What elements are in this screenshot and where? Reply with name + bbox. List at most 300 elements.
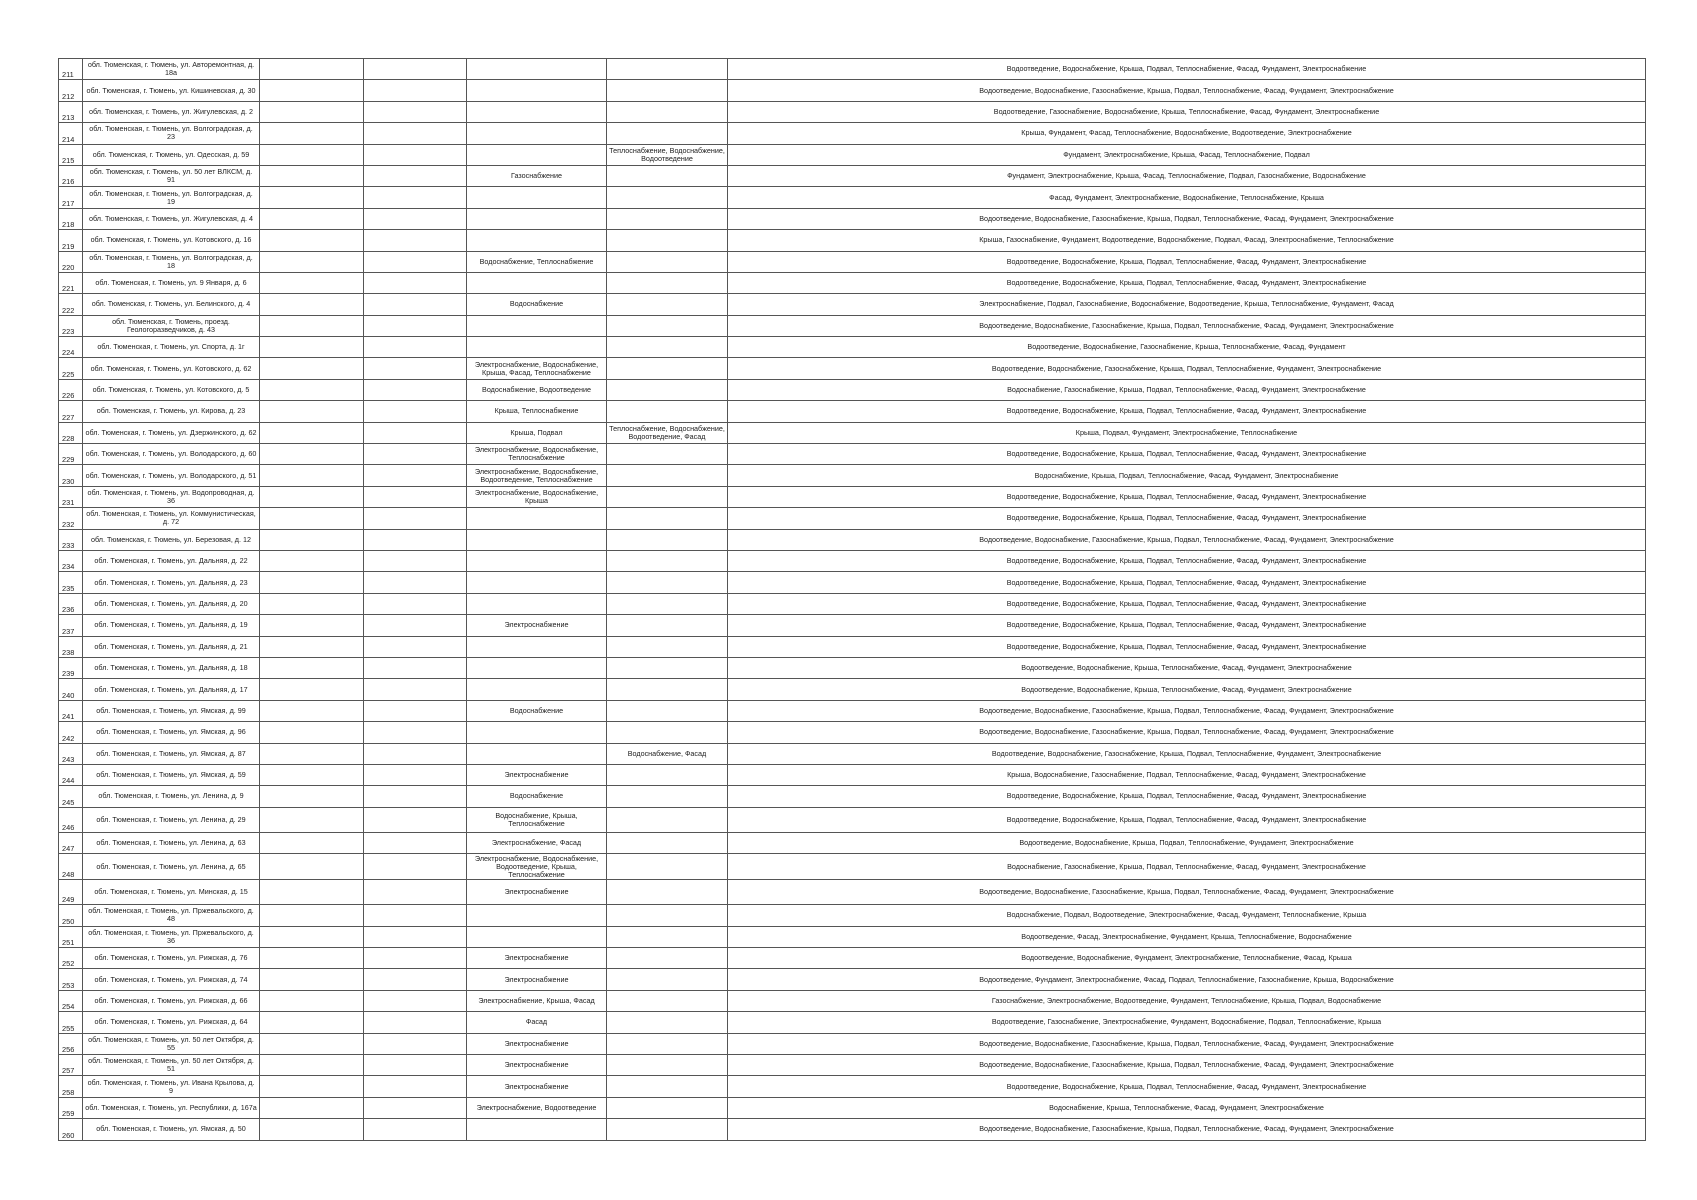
table-row (59, 422, 1646, 443)
address-cell: обл. Тюменская, г. Тюмень, ул. Спорта, д. 1г (83, 337, 260, 358)
row-number: 250 (59, 905, 83, 926)
column-3-cell (364, 743, 467, 764)
empty-cell (260, 786, 364, 807)
empty-cell (260, 80, 364, 101)
row-number: 240 (59, 679, 83, 700)
table-row (59, 990, 1646, 1011)
column-5-cell (607, 1076, 728, 1097)
table-row (59, 764, 1646, 785)
works-cell: Газоснабжение, Электроснабжение, Водоотведение, Фундамент, Теплоснабжение, Крыша, Подвал, Водоснабжение (728, 990, 1646, 1011)
works-cell: Электроснабжение, Подвал, Газоснабжение, Водоснабжение, Водоотведение, Крыша, Теплоснабжение, Фундамент, Фасад (728, 294, 1646, 315)
row-number: 255 (59, 1012, 83, 1033)
column-4-cell: Электроснабжение, Водоснабжение, Водоотведение, Крыша, Теплоснабжение (467, 854, 607, 879)
row-number: 235 (59, 572, 83, 593)
column-4-cell (467, 905, 607, 926)
address-cell: обл. Тюменская, г. Тюмень, ул. Коммунистическая, д. 72 (83, 508, 260, 529)
works-cell: Водоотведение, Водоснабжение, Газоснабжение, Крыша, Подвал, Теплоснабжение, Фасад, Фундамент, Электроснабжение (728, 315, 1646, 336)
empty-cell (260, 700, 364, 721)
column-4-cell: Электроснабжение (467, 1054, 607, 1075)
column-4-cell: Электроснабжение (467, 969, 607, 990)
row-number: 251 (59, 926, 83, 947)
column-4-cell: Газоснабжение (467, 165, 607, 186)
empty-cell (260, 969, 364, 990)
address-cell: обл. Тюменская, г. Тюмень, ул. Кирова, д. 23 (83, 401, 260, 422)
works-cell: Водоотведение, Водоснабжение, Газоснабжение, Крыша, Подвал, Теплоснабжение, Фасад, Фундамент, Электроснабжение (728, 879, 1646, 904)
works-cell: Фундамент, Электроснабжение, Крыша, Фасад, Теплоснабжение, Подвал (728, 144, 1646, 165)
column-5-cell (607, 764, 728, 785)
column-3-cell (364, 1012, 467, 1033)
column-5-cell (607, 905, 728, 926)
address-cell: обл. Тюменская, г. Тюмень, ул. Минская, д. 15 (83, 879, 260, 904)
works-cell: Водоотведение, Водоснабжение, Крыша, Подвал, Теплоснабжение, Фасад, Фундамент, Электроснабжение (728, 508, 1646, 529)
column-3-cell (364, 615, 467, 636)
table-row (59, 879, 1646, 904)
row-number: 245 (59, 786, 83, 807)
works-cell: Водоотведение, Водоснабжение, Газоснабжение, Крыша, Подвал, Теплоснабжение, Фасад, Фундамент, Электроснабжение (728, 529, 1646, 550)
column-4-cell: Электроснабжение, Водоснабжение, Крыша, Фасад, Теплоснабжение (467, 358, 607, 379)
column-5-cell (607, 1119, 728, 1140)
column-4-cell: Водоснабжение, Водоотведение (467, 379, 607, 400)
table-row (59, 486, 1646, 507)
column-3-cell (364, 657, 467, 678)
column-4-cell: Электроснабжение (467, 1033, 607, 1054)
row-number: 260 (59, 1119, 83, 1140)
table-row (59, 337, 1646, 358)
address-cell: обл. Тюменская, г. Тюмень, ул. Рижская, д. 66 (83, 990, 260, 1011)
column-5-cell (607, 833, 728, 854)
column-3-cell (364, 272, 467, 293)
row-number: 236 (59, 593, 83, 614)
empty-cell (260, 422, 364, 443)
empty-cell (260, 337, 364, 358)
works-cell: Водоотведение, Водоснабжение, Газоснабжение, Крыша, Подвал, Теплоснабжение, Фасад, Фундамент, Электроснабжение (728, 1033, 1646, 1054)
empty-cell (260, 165, 364, 186)
column-4-cell (467, 743, 607, 764)
column-5-cell (607, 572, 728, 593)
table-row (59, 59, 1646, 80)
table-row (59, 679, 1646, 700)
column-3-cell (364, 786, 467, 807)
column-3-cell (364, 187, 467, 208)
table-row (59, 722, 1646, 743)
works-cell: Водоотведение, Водоснабжение, Газоснабжение, Крыша, Подвал, Теплоснабжение, Фасад, Фундамент, Электроснабжение (728, 1054, 1646, 1075)
row-number: 230 (59, 465, 83, 486)
row-number: 228 (59, 422, 83, 443)
empty-cell (260, 379, 364, 400)
table-row (59, 657, 1646, 678)
column-3-cell (364, 315, 467, 336)
address-cell: обл. Тюменская, г. Тюмень, ул. Водопроводная, д. 36 (83, 486, 260, 507)
works-cell: Водоотведение, Водоснабжение, Крыша, Подвал, Теплоснабжение, Фасад, Фундамент, Электроснабжение (728, 807, 1646, 832)
column-3-cell (364, 1076, 467, 1097)
row-number: 226 (59, 379, 83, 400)
column-3-cell (364, 1054, 467, 1075)
address-cell: обл. Тюменская, г. Тюмень, ул. Ленина, д. 29 (83, 807, 260, 832)
empty-cell (260, 272, 364, 293)
column-3-cell (364, 80, 467, 101)
table-row (59, 1012, 1646, 1033)
works-cell: Водоотведение, Водоснабжение, Крыша, Подвал, Теплоснабжение, Фасад, Фундамент, Электроснабжение (728, 1076, 1646, 1097)
empty-cell (260, 764, 364, 785)
address-cell: обл. Тюменская, г. Тюмень, ул. Волгоградская, д. 23 (83, 123, 260, 144)
address-cell: обл. Тюменская, г. Тюмень, ул. Белинского, д. 4 (83, 294, 260, 315)
table-row (59, 786, 1646, 807)
column-4-cell: Водоснабжение (467, 700, 607, 721)
column-5-cell (607, 1097, 728, 1118)
column-4-cell (467, 529, 607, 550)
table-row (59, 833, 1646, 854)
column-5-cell (607, 251, 728, 272)
table-row (59, 926, 1646, 947)
table-row (59, 948, 1646, 969)
table-row (59, 144, 1646, 165)
row-number: 218 (59, 208, 83, 229)
column-4-cell (467, 550, 607, 571)
column-4-cell (467, 572, 607, 593)
table-row (59, 636, 1646, 657)
row-number: 247 (59, 833, 83, 854)
column-4-cell (467, 722, 607, 743)
column-4-cell (467, 926, 607, 947)
column-3-cell (364, 948, 467, 969)
column-3-cell (364, 550, 467, 571)
column-4-cell: Электроснабжение, Водоснабжение, Теплоснабжение (467, 444, 607, 465)
column-4-cell (467, 144, 607, 165)
row-number: 232 (59, 508, 83, 529)
column-5-cell (607, 59, 728, 80)
column-4-cell (467, 80, 607, 101)
works-cell: Водоотведение, Водоснабжение, Крыша, Подвал, Теплоснабжение, Фасад, Фундамент, Электроснабжение (728, 636, 1646, 657)
column-4-cell: Электроснабжение (467, 615, 607, 636)
table-row (59, 969, 1646, 990)
column-4-cell: Электроснабжение (467, 948, 607, 969)
column-4-cell (467, 657, 607, 678)
row-number: 237 (59, 615, 83, 636)
row-number: 217 (59, 187, 83, 208)
works-cell: Водоотведение, Водоснабжение, Крыша, Подвал, Теплоснабжение, Фасад, Фундамент, Электроснабжение (728, 593, 1646, 614)
column-3-cell (364, 358, 467, 379)
works-cell: Фундамент, Электроснабжение, Крыша, Фасад, Теплоснабжение, Подвал, Газоснабжение, Водоснабжение (728, 165, 1646, 186)
address-cell: обл. Тюменская, г. Тюмень, ул. Ивана Крылова, д. 9 (83, 1076, 260, 1097)
row-number: 225 (59, 358, 83, 379)
table-row (59, 101, 1646, 122)
column-3-cell (364, 1033, 467, 1054)
works-cell: Водоотведение, Водоснабжение, Крыша, Подвал, Теплоснабжение, Фундамент, Электроснабжение (728, 833, 1646, 854)
table-row (59, 1119, 1646, 1140)
empty-cell (260, 833, 364, 854)
works-cell: Водоотведение, Водоснабжение, Крыша, Подвал, Теплоснабжение, Фасад, Фундамент, Электроснабжение (728, 572, 1646, 593)
table-row (59, 593, 1646, 614)
column-5-cell (607, 700, 728, 721)
column-3-cell (364, 444, 467, 465)
column-3-cell (364, 905, 467, 926)
address-cell: обл. Тюменская, г. Тюмень, ул. Республики, д. 167а (83, 1097, 260, 1118)
column-4-cell (467, 315, 607, 336)
column-3-cell (364, 764, 467, 785)
empty-cell (260, 1054, 364, 1075)
column-3-cell (364, 1097, 467, 1118)
works-cell: Водоотведение, Водоснабжение, Крыша, Теплоснабжение, Фасад, Фундамент, Электроснабжение (728, 679, 1646, 700)
column-4-cell: Водоснабжение, Теплоснабжение (467, 251, 607, 272)
column-5-cell (607, 679, 728, 700)
table-row (59, 1054, 1646, 1075)
column-5-cell (607, 657, 728, 678)
table-row (59, 508, 1646, 529)
address-cell: обл. Тюменская, г. Тюмень, ул. Пржевальского, д. 48 (83, 905, 260, 926)
empty-cell (260, 743, 364, 764)
column-4-cell (467, 59, 607, 80)
column-4-cell: Электроснабжение, Водоотведение (467, 1097, 607, 1118)
works-cell: Водоотведение, Водоснабжение, Крыша, Подвал, Теплоснабжение, Фасад, Фундамент, Электроснабжение (728, 59, 1646, 80)
address-cell: обл. Тюменская, г. Тюмень, ул. Котовского, д. 16 (83, 230, 260, 251)
empty-cell (260, 315, 364, 336)
address-cell: обл. Тюменская, г. Тюмень, ул. Дальняя, д. 21 (83, 636, 260, 657)
table-row (59, 401, 1646, 422)
column-4-cell: Фасад (467, 1012, 607, 1033)
works-cell: Водоотведение, Водоснабжение, Фундамент, Электроснабжение, Теплоснабжение, Фасад, Крыша (728, 948, 1646, 969)
column-4-cell: Электроснабжение, Крыша, Фасад (467, 990, 607, 1011)
works-cell: Водоотведение, Водоснабжение, Газоснабжение, Крыша, Подвал, Теплоснабжение, Фасад, Фундамент, Электроснабжение (728, 208, 1646, 229)
column-4-cell: Электроснабжение (467, 879, 607, 904)
column-3-cell (364, 879, 467, 904)
address-cell: обл. Тюменская, г. Тюмень, ул. Дальняя, д. 18 (83, 657, 260, 678)
address-cell: обл. Тюменская, г. Тюмень, ул. Ленина, д. 63 (83, 833, 260, 854)
row-number: 212 (59, 80, 83, 101)
table-row (59, 550, 1646, 571)
column-5-cell: Теплоснабжение, Водоснабжение, Водоотведение (607, 144, 728, 165)
column-4-cell (467, 272, 607, 293)
works-cell: Водоотведение, Фасад, Электроснабжение, Фундамент, Крыша, Теплоснабжение, Водоснабжение (728, 926, 1646, 947)
row-number: 243 (59, 743, 83, 764)
column-3-cell (364, 508, 467, 529)
column-4-cell: Электроснабжение, Водоснабжение, Крыша (467, 486, 607, 507)
column-4-cell (467, 101, 607, 122)
column-3-cell (364, 294, 467, 315)
row-number: 222 (59, 294, 83, 315)
table-row (59, 208, 1646, 229)
table-row (59, 807, 1646, 832)
column-5-cell (607, 722, 728, 743)
empty-cell (260, 615, 364, 636)
empty-cell (260, 294, 364, 315)
works-cell: Водоотведение, Фундамент, Электроснабжение, Фасад, Подвал, Теплоснабжение, Газоснабжение, Крыша, Водоснабжение (728, 969, 1646, 990)
row-number: 259 (59, 1097, 83, 1118)
column-5-cell (607, 593, 728, 614)
column-4-cell (467, 1119, 607, 1140)
table-row (59, 854, 1646, 879)
row-number: 256 (59, 1033, 83, 1054)
row-number: 224 (59, 337, 83, 358)
works-cell: Водоотведение, Водоснабжение, Крыша, Теплоснабжение, Фасад, Фундамент, Электроснабжение (728, 657, 1646, 678)
works-cell: Водоотведение, Водоснабжение, Газоснабжение, Крыша, Подвал, Теплоснабжение, Фундамент, Электроснабжение (728, 743, 1646, 764)
address-cell: обл. Тюменская, г. Тюмень, ул. Дальняя, д. 22 (83, 550, 260, 571)
empty-cell (260, 854, 364, 879)
empty-cell (260, 679, 364, 700)
column-5-cell (607, 208, 728, 229)
address-cell: обл. Тюменская, г. Тюмень, ул. Ямская, д. 99 (83, 700, 260, 721)
column-5-cell (607, 990, 728, 1011)
empty-cell (260, 508, 364, 529)
address-cell: обл. Тюменская, г. Тюмень, ул. Жигулевская, д. 4 (83, 208, 260, 229)
column-5-cell: Водоснабжение, Фасад (607, 743, 728, 764)
column-5-cell (607, 879, 728, 904)
address-cell: обл. Тюменская, г. Тюмень, проезд. Геологоразведчиков, д. 43 (83, 315, 260, 336)
empty-cell (260, 486, 364, 507)
row-number: 238 (59, 636, 83, 657)
table-row (59, 294, 1646, 315)
column-3-cell (364, 144, 467, 165)
table-body (59, 59, 1646, 1141)
column-3-cell (364, 379, 467, 400)
empty-cell (260, 905, 364, 926)
column-5-cell (607, 1033, 728, 1054)
works-cell: Водоотведение, Водоснабжение, Крыша, Подвал, Теплоснабжение, Фасад, Фундамент, Электроснабжение (728, 401, 1646, 422)
column-3-cell (364, 636, 467, 657)
column-3-cell (364, 926, 467, 947)
row-number: 246 (59, 807, 83, 832)
column-3-cell (364, 123, 467, 144)
column-4-cell: Водоснабжение, Крыша, Теплоснабжение (467, 807, 607, 832)
empty-cell (260, 807, 364, 832)
table-row (59, 230, 1646, 251)
row-number: 249 (59, 879, 83, 904)
column-3-cell (364, 486, 467, 507)
row-number: 244 (59, 764, 83, 785)
column-3-cell (364, 990, 467, 1011)
column-5-cell (607, 969, 728, 990)
column-5-cell (607, 80, 728, 101)
address-cell: обл. Тюменская, г. Тюмень, ул. Котовского, д. 62 (83, 358, 260, 379)
works-cell: Водоотведение, Водоснабжение, Крыша, Подвал, Теплоснабжение, Фасад, Фундамент, Электроснабжение (728, 615, 1646, 636)
column-5-cell (607, 401, 728, 422)
column-3-cell (364, 337, 467, 358)
column-3-cell (364, 101, 467, 122)
row-number: 241 (59, 700, 83, 721)
empty-cell (260, 636, 364, 657)
empty-cell (260, 208, 364, 229)
column-5-cell (607, 508, 728, 529)
column-5-cell (607, 636, 728, 657)
works-cell: Водоотведение, Водоснабжение, Крыша, Подвал, Теплоснабжение, Фасад, Фундамент, Электроснабжение (728, 550, 1646, 571)
empty-cell (260, 465, 364, 486)
row-number: 252 (59, 948, 83, 969)
column-5-cell (607, 465, 728, 486)
address-cell: обл. Тюменская, г. Тюмень, ул. 50 лет Октября, д. 51 (83, 1054, 260, 1075)
row-number: 253 (59, 969, 83, 990)
column-4-cell: Водоснабжение (467, 786, 607, 807)
address-cell: обл. Тюменская, г. Тюмень, ул. Ямская, д. 96 (83, 722, 260, 743)
column-5-cell (607, 315, 728, 336)
works-cell: Крыша, Подвал, Фундамент, Электроснабжение, Теплоснабжение (728, 422, 1646, 443)
address-cell: обл. Тюменская, г. Тюмень, ул. Володарского, д. 51 (83, 465, 260, 486)
table-row (59, 251, 1646, 272)
row-number: 239 (59, 657, 83, 678)
address-cell: обл. Тюменская, г. Тюмень, ул. Дальняя, д. 20 (83, 593, 260, 614)
works-cell: Водоотведение, Водоснабжение, Газоснабжение, Крыша, Теплоснабжение, Фасад, Фундамент (728, 337, 1646, 358)
column-4-cell (467, 337, 607, 358)
column-5-cell (607, 486, 728, 507)
row-number: 215 (59, 144, 83, 165)
address-cell: обл. Тюменская, г. Тюмень, ул. Березовая, д. 12 (83, 529, 260, 550)
column-4-cell (467, 679, 607, 700)
repair-schedule-table (58, 58, 1646, 1141)
column-5-cell (607, 123, 728, 144)
works-cell: Крыша, Водоснабжение, Газоснабжение, Подвал, Теплоснабжение, Фасад, Фундамент, Электроснабжение (728, 764, 1646, 785)
row-number: 257 (59, 1054, 83, 1075)
column-4-cell (467, 230, 607, 251)
column-3-cell (364, 422, 467, 443)
works-cell: Водоснабжение, Крыша, Теплоснабжение, Фасад, Фундамент, Электроснабжение (728, 1097, 1646, 1118)
column-5-cell (607, 101, 728, 122)
works-cell: Водоснабжение, Газоснабжение, Крыша, Подвал, Теплоснабжение, Фасад, Фундамент, Электроснабжение (728, 854, 1646, 879)
column-4-cell: Электроснабжение, Водоснабжение, Водоотведение, Теплоснабжение (467, 465, 607, 486)
column-3-cell (364, 251, 467, 272)
row-number: 220 (59, 251, 83, 272)
works-cell: Водоотведение, Газоснабжение, Электроснабжение, Фундамент, Водоснабжение, Подвал, Теплоснабжение, Крыша (728, 1012, 1646, 1033)
column-3-cell (364, 854, 467, 879)
empty-cell (260, 230, 364, 251)
column-5-cell (607, 1012, 728, 1033)
column-4-cell: Электроснабжение (467, 764, 607, 785)
works-cell: Водоотведение, Газоснабжение, Водоснабжение, Крыша, Теплоснабжение, Фасад, Фундамент, Электроснабжение (728, 101, 1646, 122)
works-cell: Водоснабжение, Газоснабжение, Крыша, Подвал, Теплоснабжение, Фасад, Фундамент, Электроснабжение (728, 379, 1646, 400)
address-cell: обл. Тюменская, г. Тюмень, ул. Ямская, д. 87 (83, 743, 260, 764)
works-cell: Водоотведение, Водоснабжение, Крыша, Подвал, Теплоснабжение, Фасад, Фундамент, Электроснабжение (728, 444, 1646, 465)
address-cell: обл. Тюменская, г. Тюмень, ул. Котовского, д. 5 (83, 379, 260, 400)
address-cell: обл. Тюменская, г. Тюмень, ул. Дальняя, д. 19 (83, 615, 260, 636)
address-cell: обл. Тюменская, г. Тюмень, ул. 50 лет Октября, д. 55 (83, 1033, 260, 1054)
empty-cell (260, 990, 364, 1011)
column-3-cell (364, 807, 467, 832)
row-number: 254 (59, 990, 83, 1011)
row-number: 242 (59, 722, 83, 743)
table-row (59, 80, 1646, 101)
table-row (59, 529, 1646, 550)
address-cell: обл. Тюменская, г. Тюмень, ул. Волгоградская, д. 18 (83, 251, 260, 272)
empty-cell (260, 1097, 364, 1118)
row-number: 258 (59, 1076, 83, 1097)
column-3-cell (364, 700, 467, 721)
table-row (59, 615, 1646, 636)
address-cell: обл. Тюменская, г. Тюмень, ул. Авторемонтная, д. 18а (83, 59, 260, 80)
column-4-cell (467, 636, 607, 657)
column-4-cell (467, 508, 607, 529)
address-cell: обл. Тюменская, г. Тюмень, ул. Волгоградская, д. 19 (83, 187, 260, 208)
address-cell: обл. Тюменская, г. Тюмень, ул. Володарского, д. 60 (83, 444, 260, 465)
works-cell: Водоотведение, Водоснабжение, Крыша, Подвал, Теплоснабжение, Фасад, Фундамент, Электроснабжение (728, 486, 1646, 507)
row-number: 214 (59, 123, 83, 144)
works-cell: Водоотведение, Водоснабжение, Газоснабжение, Крыша, Подвал, Теплоснабжение, Фасад, Фундамент, Электроснабжение (728, 1119, 1646, 1140)
address-cell: обл. Тюменская, г. Тюмень, ул. Дальняя, д. 17 (83, 679, 260, 700)
column-5-cell (607, 550, 728, 571)
column-5-cell (607, 294, 728, 315)
address-cell: обл. Тюменская, г. Тюмень, ул. Пржевальского, д. 36 (83, 926, 260, 947)
works-cell: Водоотведение, Водоснабжение, Газоснабжение, Крыша, Подвал, Теплоснабжение, Фундамент, Электроснабжение (728, 358, 1646, 379)
address-cell: обл. Тюменская, г. Тюмень, ул. Ямская, д. 59 (83, 764, 260, 785)
works-cell: Водоснабжение, Подвал, Водоотведение, Электроснабжение, Фасад, Фундамент, Теплоснабжение, Крыша (728, 905, 1646, 926)
address-cell: обл. Тюменская, г. Тюмень, ул. 9 Января, д. 6 (83, 272, 260, 293)
column-3-cell (364, 679, 467, 700)
address-cell: обл. Тюменская, г. Тюмень, ул. 50 лет ВЛКСМ, д. 91 (83, 165, 260, 186)
table-row (59, 272, 1646, 293)
works-cell: Крыша, Газоснабжение, Фундамент, Водоотведение, Водоснабжение, Подвал, Фасад, Электроснабжение, Теплоснабжение (728, 230, 1646, 251)
row-number: 231 (59, 486, 83, 507)
row-number: 227 (59, 401, 83, 422)
works-cell: Водоотведение, Водоснабжение, Крыша, Подвал, Теплоснабжение, Фасад, Фундамент, Электроснабжение (728, 251, 1646, 272)
empty-cell (260, 59, 364, 80)
column-5-cell (607, 230, 728, 251)
address-cell: обл. Тюменская, г. Тюмень, ул. Дальняя, д. 23 (83, 572, 260, 593)
